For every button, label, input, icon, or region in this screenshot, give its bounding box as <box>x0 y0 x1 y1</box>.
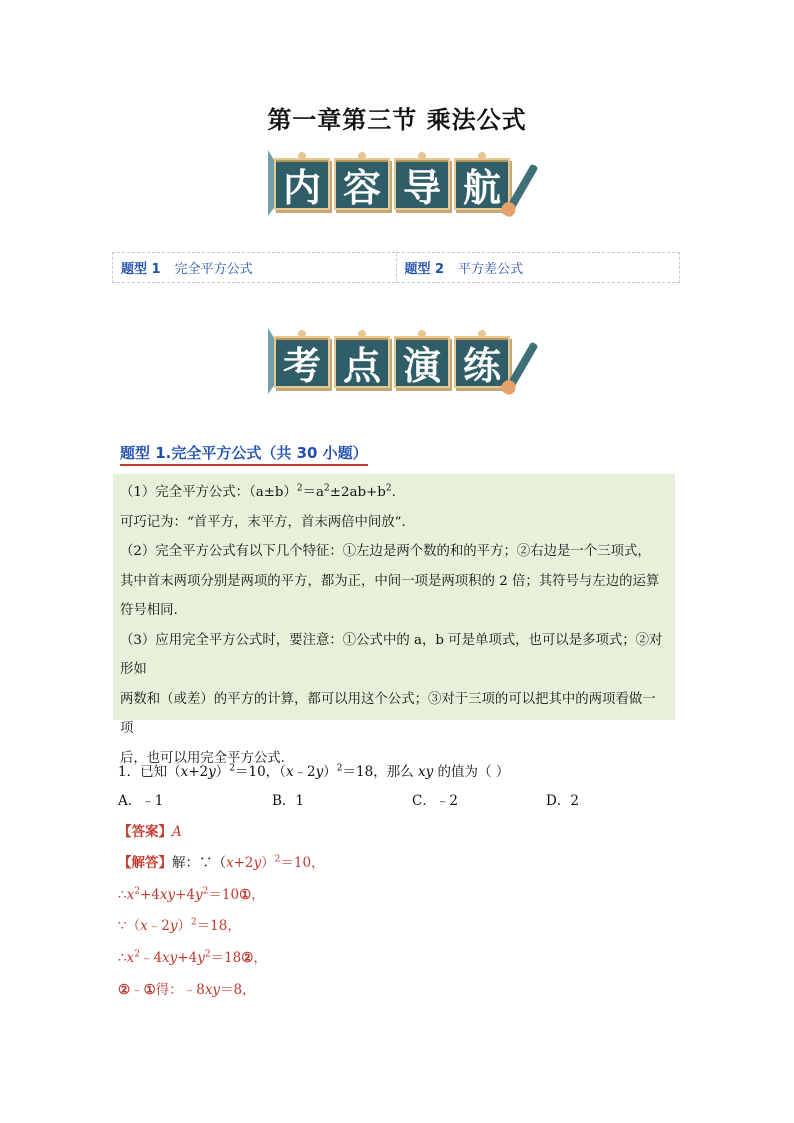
superscript: 2 <box>134 949 140 960</box>
variable: y <box>315 764 324 780</box>
knowledge-line: 后，也可以用完全平方公式. <box>120 750 285 766</box>
solution-line-2 <box>118 883 265 903</box>
text: +2 <box>233 855 254 871</box>
superscript: 2 <box>296 483 303 494</box>
nav-item-number: 题型 1 <box>121 262 161 277</box>
circled-number: ② <box>241 950 254 966</box>
nav-item-number: 题型 2 <box>404 262 445 277</box>
variable: y <box>169 918 178 934</box>
banner-tile: 内 <box>274 158 330 210</box>
circled-number: ② <box>118 982 131 998</box>
banner-tile: 演 <box>394 336 450 388</box>
text: ﹣2 <box>293 764 316 780</box>
text: ＝18， <box>196 918 241 934</box>
text: ∴ <box>118 887 127 903</box>
superscript: 2 <box>229 763 235 774</box>
topic-navigation-table <box>112 252 680 283</box>
question-1-stem <box>118 760 509 780</box>
banner-tile: 考 <box>274 336 330 388</box>
variable: x <box>180 764 189 780</box>
superscript: 2 <box>324 483 330 494</box>
text: 的值为（ ） <box>433 764 510 780</box>
variable: xy <box>162 950 178 966</box>
knowledge-line: 可巧记为：“首平方，末平方，首末两倍中间放”. <box>120 514 406 530</box>
text: ﹣2 <box>147 918 170 934</box>
text: . <box>391 485 396 500</box>
brush-icon <box>506 341 539 390</box>
variable: x <box>285 764 294 780</box>
answer-line <box>118 820 182 840</box>
knowledge-box <box>113 474 675 766</box>
content-navigation-banner <box>274 158 510 210</box>
answer-value: A <box>172 824 182 840</box>
question-1-options <box>118 789 678 809</box>
text: ∴ <box>118 950 127 966</box>
nav-item-label: 完全平方公式 <box>174 262 253 277</box>
nav-item-label: 平方差公式 <box>458 262 524 277</box>
text: ∵（ <box>118 918 141 934</box>
solution-line-3 <box>118 914 241 934</box>
banner-tile: 导 <box>394 158 450 210</box>
option-b[interactable]: B．1 <box>272 793 305 809</box>
variable: x <box>140 918 148 934</box>
variable: xy <box>159 887 176 903</box>
circled-number: ① <box>143 982 156 998</box>
page-title: 第一章第三节 乘法公式 <box>267 105 527 134</box>
section-heading: 题型 1.完全平方公式（共 30 小题） <box>120 442 368 466</box>
knowledge-line <box>120 478 668 508</box>
practice-banner <box>274 336 510 388</box>
text: ） <box>323 764 337 780</box>
text: ＝10， <box>280 855 325 871</box>
solution-label: 【解答】 <box>118 855 172 871</box>
text: 解：∵（ <box>172 855 226 871</box>
knowledge-line: 符号相同. <box>120 603 178 618</box>
solution-line-4 <box>118 946 267 966</box>
banner-tile: 航 <box>454 158 510 210</box>
knowledge-line: 两数和（或差）的平方的计算，都可以用这个公式；③对于三项的可以把其中的两项看做一项 <box>120 691 656 736</box>
superscript: 2 <box>385 483 392 494</box>
solution-line-5 <box>118 978 256 998</box>
variable: y <box>195 887 203 903</box>
text: （1）完全平方公式：（a±b） <box>120 485 297 500</box>
text: +2 <box>188 764 209 780</box>
superscript: 2 <box>274 854 281 865</box>
superscript: 2 <box>204 949 211 960</box>
knowledge-line: （3）应用完全平方公式时，要注意：①公式中的 a，b 可是单项式，也可以是多项式；②对形如 <box>120 632 663 677</box>
variable: x <box>226 855 234 871</box>
variable: xy <box>204 982 221 998</box>
variable: y <box>253 855 262 871</box>
banner-tile: 点 <box>334 336 390 388</box>
text: ＝8， <box>220 982 256 998</box>
solution-line-1 <box>118 851 325 871</box>
superscript: 2 <box>134 886 140 897</box>
answer-label: 【答案】 <box>118 824 172 840</box>
variable: y <box>208 764 216 780</box>
superscript: 2 <box>190 917 197 928</box>
text: ＝a <box>302 485 325 500</box>
text: ） <box>177 918 191 934</box>
brush-icon <box>506 163 539 212</box>
text: ＝18 <box>210 950 242 966</box>
superscript: 2 <box>336 763 343 774</box>
text: +4 <box>139 887 160 903</box>
variable: x <box>126 950 135 966</box>
knowledge-line: 其中首末两项分别是两项的平方，都为正，中间一项是两项积的 2 倍；其符号与左边的运算 <box>120 573 660 589</box>
text: ﹣4 <box>139 950 163 966</box>
banner-tile: 容 <box>334 158 390 210</box>
text: ， <box>253 950 267 966</box>
text: ， <box>251 887 265 903</box>
option-a[interactable]: A．﹣1 <box>118 793 164 809</box>
nav-item-topic-2[interactable] <box>396 253 680 282</box>
banner-tile: 练 <box>454 336 510 388</box>
text: ＝18，那么 <box>342 764 419 780</box>
nav-item-topic-1[interactable] <box>113 253 396 282</box>
text: +4 <box>175 887 196 903</box>
superscript: 2 <box>202 886 209 897</box>
text: 得：﹣8 <box>155 982 205 998</box>
option-c[interactable]: C．﹣2 <box>412 793 458 809</box>
variable: y <box>197 950 205 966</box>
text: ） <box>215 764 230 780</box>
knowledge-line: （2）完全平方公式有以下几个特征：①左边是两个数的和的平方；②右边是一个三项式， <box>120 544 651 559</box>
variable: xy <box>418 764 434 780</box>
text: ＝10，（ <box>235 764 286 780</box>
option-d[interactable]: D．2 <box>546 793 579 809</box>
text: ＝10 <box>208 887 240 903</box>
variable: x <box>126 887 135 903</box>
text: ﹣ <box>130 982 144 998</box>
text: ±2ab+b <box>329 485 386 500</box>
text: 1．已知（ <box>118 764 181 780</box>
text: +4 <box>177 950 198 966</box>
circled-number: ① <box>239 887 252 903</box>
text: ） <box>261 855 275 871</box>
